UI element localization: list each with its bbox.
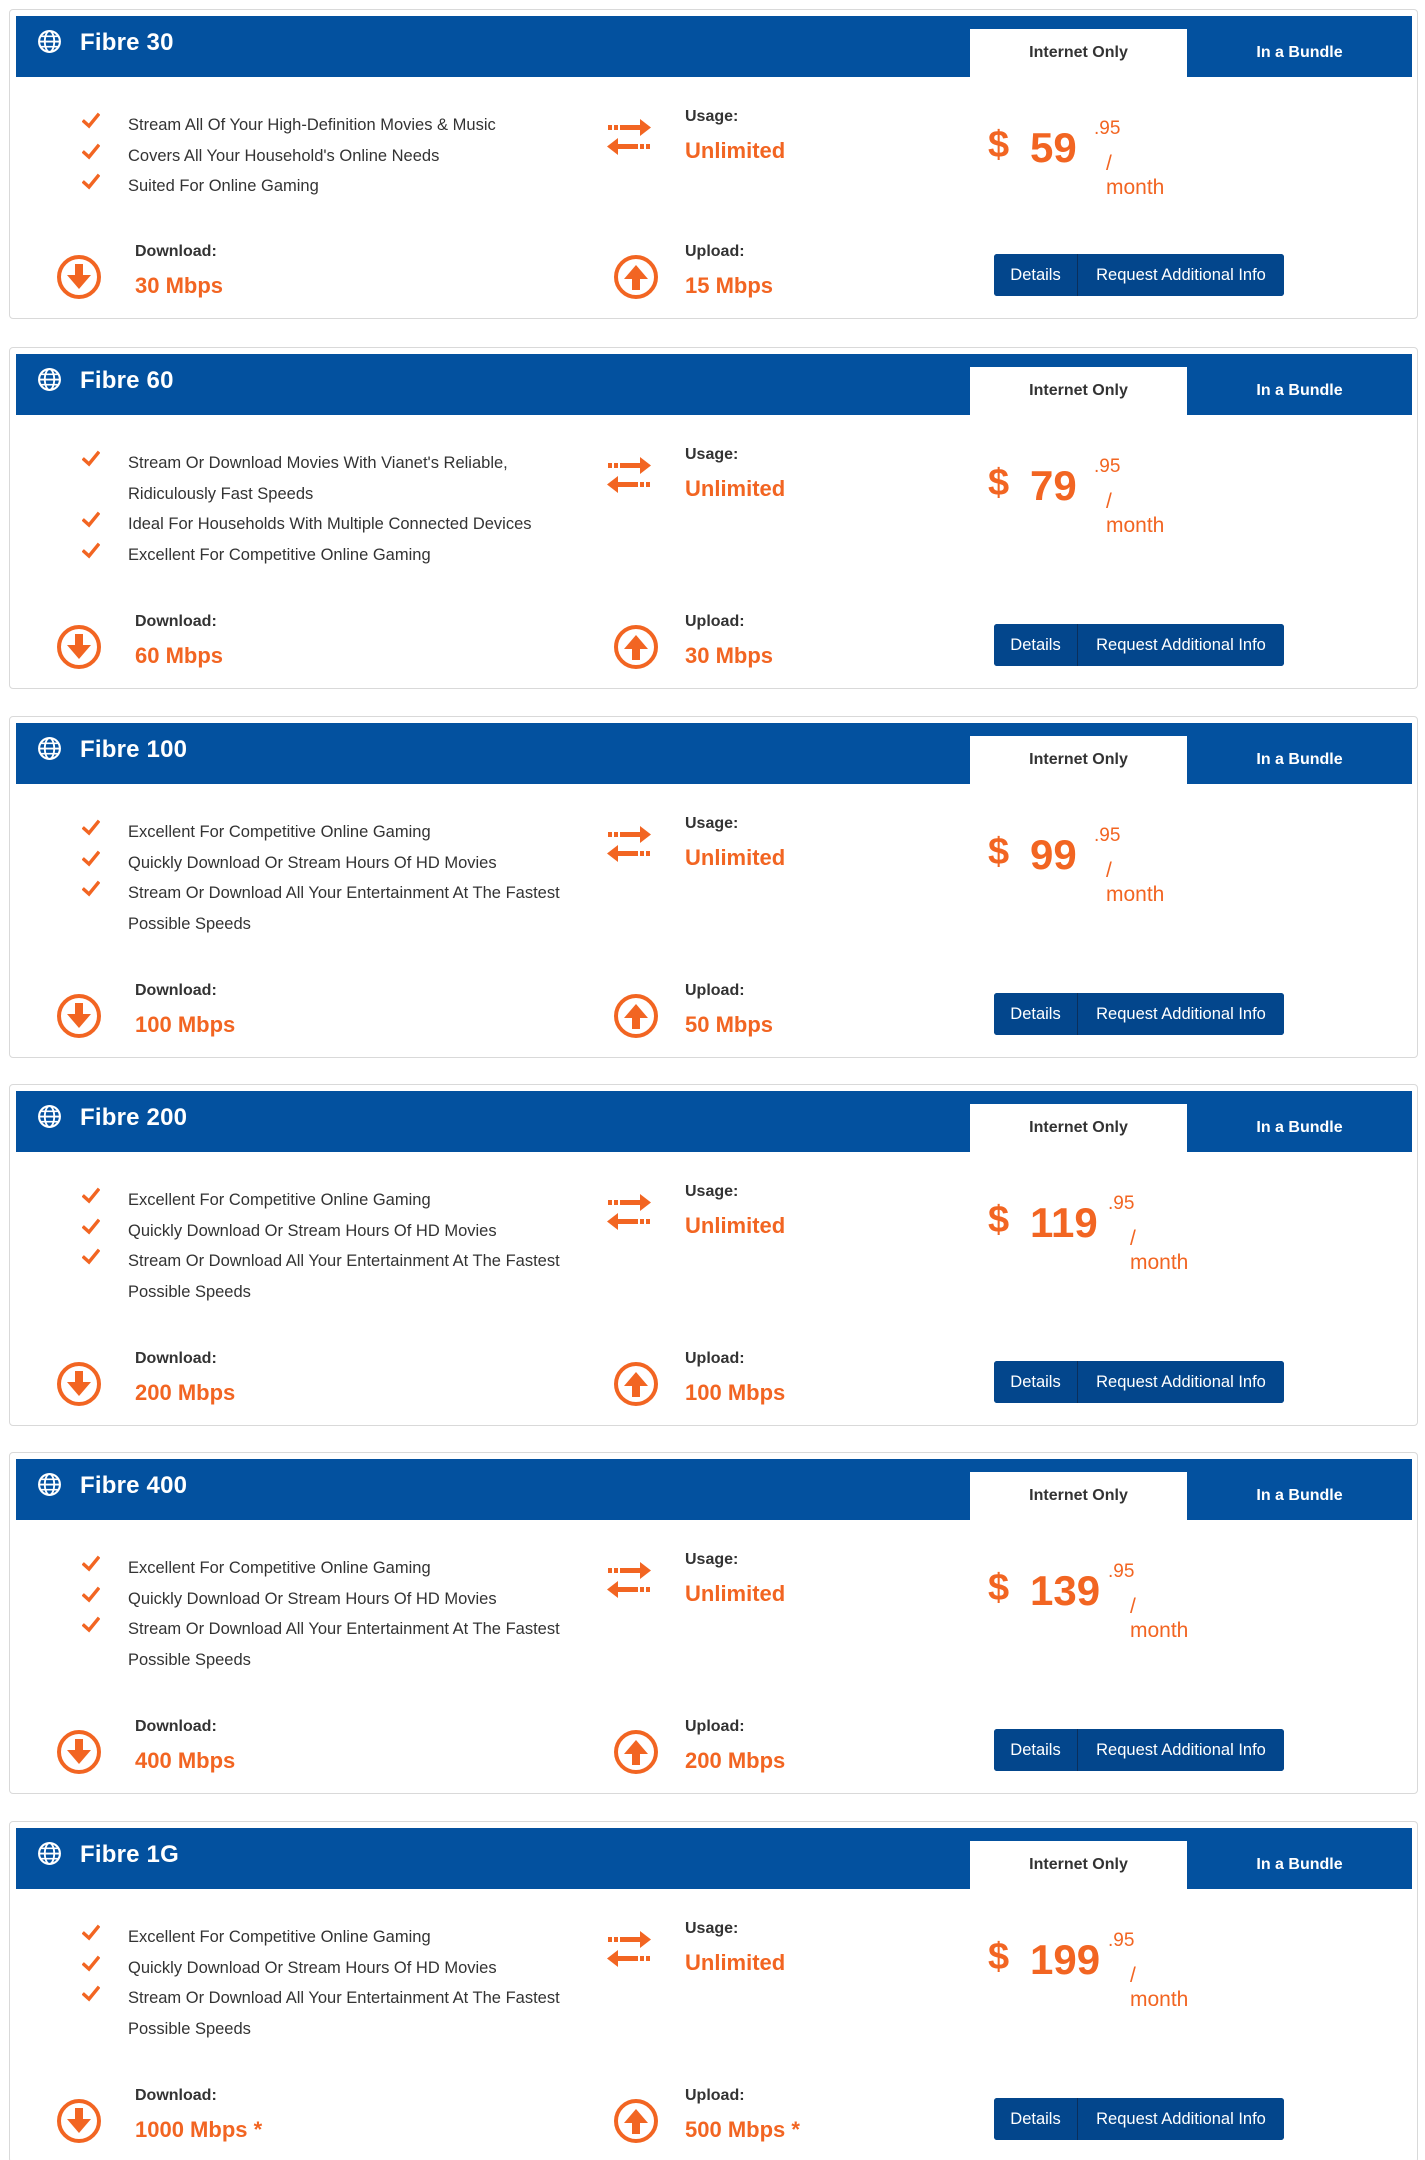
plan-name: Fibre 200 <box>80 1104 188 1131</box>
request-info-button[interactable]: Request Additional Info <box>1078 2098 1284 2140</box>
feature-text: Quickly Download Or Stream Hours Of HD Movies <box>128 1958 497 1977</box>
download-arrow-circle-icon <box>56 254 102 300</box>
upload-arrow-circle-icon <box>613 2098 659 2144</box>
download-label: Download: <box>135 1350 217 1367</box>
price-cents: .95 <box>1108 1930 1135 1951</box>
price-currency: $ <box>988 831 1010 873</box>
usage-label: Usage: <box>685 446 739 463</box>
feature-text: Quickly Download Or Stream Hours Of HD Movies <box>128 853 497 872</box>
globe-icon <box>37 1841 62 1866</box>
upload-value: 200 Mbps <box>685 1748 786 1773</box>
transfer-arrows-icon <box>604 825 654 865</box>
download-arrow-circle-icon <box>56 1729 102 1775</box>
details-button[interactable]: Details <box>994 993 1078 1035</box>
plan-card <box>9 1452 1418 1794</box>
upload-value: 15 Mbps <box>685 273 774 298</box>
plan-card <box>9 347 1418 689</box>
download-arrow-circle-icon <box>56 2098 102 2144</box>
plan-actions <box>994 254 1284 296</box>
feature-text: Stream Or Download All Your Entertainment At The Fastest Possible Speeds <box>128 1620 560 1669</box>
tab-in-a-bundle[interactable]: In a Bundle <box>1256 1856 1343 1873</box>
upload-label: Upload: <box>685 1718 745 1735</box>
price-cents: .95 <box>1094 456 1121 477</box>
plan-header <box>16 1459 1412 1520</box>
download-label: Download: <box>135 243 217 260</box>
plan-actions <box>994 624 1284 666</box>
usage-value: Unlimited <box>685 476 786 501</box>
plan-actions <box>994 993 1284 1035</box>
check-icon <box>82 850 100 868</box>
tab-internet-only[interactable]: Internet Only <box>970 29 1187 77</box>
download-arrow-circle-icon <box>56 624 102 670</box>
plan-header <box>16 1091 1412 1152</box>
feature-text: Quickly Download Or Stream Hours Of HD Movies <box>128 1221 497 1240</box>
feature-item <box>72 1216 592 1247</box>
plan-card <box>9 716 1418 1058</box>
feature-item <box>72 817 592 848</box>
globe-icon <box>37 736 62 761</box>
download-value: 60 Mbps <box>135 643 224 668</box>
tab-internet-only[interactable]: Internet Only <box>970 736 1187 784</box>
feature-item <box>72 1553 592 1584</box>
plan-actions <box>994 2098 1284 2140</box>
price-whole: 59 <box>1030 124 1077 171</box>
price-cents: .95 <box>1094 825 1121 846</box>
feature-text: Stream Or Download All Your Entertainment At The Fastest Possible Speeds <box>128 884 560 933</box>
plan-card <box>9 9 1418 319</box>
feature-list <box>72 1553 592 1675</box>
check-icon <box>82 1586 100 1604</box>
feature-list <box>72 1185 592 1307</box>
details-button[interactable]: Details <box>994 624 1078 666</box>
feature-item <box>72 848 592 879</box>
plan-name: Fibre 1G <box>80 1841 179 1868</box>
download-label: Download: <box>135 982 217 999</box>
check-icon <box>82 1924 100 1942</box>
download-value: 200 Mbps <box>135 1380 236 1405</box>
feature-text: Stream Or Download All Your Entertainment At The Fastest Possible Speeds <box>128 1252 560 1301</box>
upload-arrow-circle-icon <box>613 254 659 300</box>
feature-item <box>72 509 592 540</box>
usage-label: Usage: <box>685 1920 739 1937</box>
details-button[interactable]: Details <box>994 1729 1078 1771</box>
tab-internet-only[interactable]: Internet Only <box>970 1472 1187 1520</box>
upload-arrow-circle-icon <box>613 624 659 670</box>
feature-text: Ideal For Households With Multiple Connected Devices <box>128 515 532 533</box>
download-label: Download: <box>135 613 217 630</box>
upload-label: Upload: <box>685 1350 745 1367</box>
price-whole: 139 <box>1030 1567 1101 1614</box>
price-currency: $ <box>988 1567 1010 1609</box>
plan-actions <box>994 1361 1284 1403</box>
feature-text: Excellent For Competitive Online Gaming <box>128 823 431 841</box>
globe-icon <box>37 1472 62 1497</box>
tab-internet-only[interactable]: Internet Only <box>970 1841 1187 1889</box>
download-value: 1000 Mbps * <box>135 2117 263 2142</box>
request-info-button[interactable]: Request Additional Info <box>1078 1361 1284 1403</box>
check-icon <box>82 542 100 560</box>
plan-header <box>16 354 1412 415</box>
feature-item <box>72 110 592 141</box>
price-whole: 79 <box>1030 462 1077 509</box>
download-arrow-circle-icon <box>56 993 102 1039</box>
tab-internet-only[interactable]: Internet Only <box>970 1104 1187 1152</box>
plan-header <box>16 723 1412 784</box>
price-period: / month <box>1106 152 1165 199</box>
request-info-button[interactable]: Request Additional Info <box>1078 993 1284 1035</box>
upload-label: Upload: <box>685 982 745 999</box>
upload-arrow-circle-icon <box>613 1361 659 1407</box>
usage-label: Usage: <box>685 1183 739 1200</box>
feature-text: Stream Or Download Movies With Vianet's Reliable, Ridiculously Fast Speeds <box>128 454 508 503</box>
download-value: 30 Mbps <box>135 273 224 298</box>
price-whole: 199 <box>1030 1936 1101 1983</box>
plan-header <box>16 16 1412 77</box>
tab-in-a-bundle[interactable]: In a Bundle <box>1256 751 1343 768</box>
feature-item <box>72 141 592 172</box>
plan-actions <box>994 1729 1284 1771</box>
plan-card <box>9 1821 1418 2160</box>
plan-name: Fibre 60 <box>80 367 174 394</box>
upload-label: Upload: <box>685 613 745 630</box>
feature-text: Excellent For Competitive Online Gaming <box>128 1559 431 1577</box>
price-currency: $ <box>988 1936 1010 1978</box>
price-whole: 119 <box>1030 1199 1098 1246</box>
feature-item <box>72 1185 592 1216</box>
tab-internet-only[interactable]: Internet Only <box>970 367 1187 415</box>
feature-text: Excellent For Competitive Online Gaming <box>128 1928 431 1946</box>
feature-item <box>72 540 592 571</box>
transfer-arrows-icon <box>604 1930 654 1970</box>
feature-text: Stream Or Download All Your Entertainment At The Fastest Possible Speeds <box>128 1989 560 2038</box>
upload-value: 500 Mbps * <box>685 2117 800 2142</box>
feature-list <box>72 817 592 939</box>
price-whole: 99 <box>1030 831 1077 878</box>
check-icon <box>82 1218 100 1236</box>
price-period: / month <box>1106 490 1165 537</box>
check-icon <box>82 1955 100 1973</box>
price-cents: .95 <box>1094 118 1121 139</box>
plan-name: Fibre 400 <box>80 1472 188 1499</box>
download-value: 400 Mbps <box>135 1748 236 1773</box>
request-info-button[interactable]: Request Additional Info <box>1078 1729 1284 1771</box>
check-icon <box>82 1555 100 1573</box>
check-icon <box>82 143 100 161</box>
feature-item <box>72 1983 592 2044</box>
feature-item <box>72 448 592 509</box>
price-period: / month <box>1130 1227 1189 1274</box>
upload-arrow-circle-icon <box>613 993 659 1039</box>
price-currency: $ <box>988 462 1010 504</box>
feature-text: Stream All Of Your High-Definition Movies & Music <box>128 116 496 134</box>
price-period: / month <box>1130 1964 1189 2011</box>
plan-card <box>9 1084 1418 1426</box>
upload-label: Upload: <box>685 243 745 260</box>
globe-icon <box>37 29 62 54</box>
request-info-button[interactable]: Request Additional Info <box>1078 254 1284 296</box>
check-icon <box>82 450 100 468</box>
usage-value: Unlimited <box>685 1581 786 1606</box>
download-value: 100 Mbps <box>135 1012 236 1037</box>
transfer-arrows-icon <box>604 1561 654 1601</box>
check-icon <box>82 880 100 898</box>
feature-item <box>72 878 592 939</box>
transfer-arrows-icon <box>604 1193 654 1233</box>
feature-item <box>72 1922 592 1953</box>
upload-arrow-circle-icon <box>613 1729 659 1775</box>
usage-value: Unlimited <box>685 845 786 870</box>
feature-text: Excellent For Competitive Online Gaming <box>128 1191 431 1209</box>
feature-text: Covers All Your Household's Online Needs <box>128 146 440 165</box>
price-period: / month <box>1130 1595 1189 1642</box>
price-cents: .95 <box>1108 1561 1135 1582</box>
price-cents: .95 <box>1108 1193 1135 1214</box>
check-icon <box>82 1187 100 1205</box>
check-icon <box>82 819 100 837</box>
feature-list <box>72 448 592 570</box>
check-icon <box>82 1985 100 2003</box>
tab-in-a-bundle[interactable]: In a Bundle <box>1256 382 1343 399</box>
feature-item <box>72 1953 592 1984</box>
feature-item <box>72 1584 592 1615</box>
feature-list <box>72 110 592 202</box>
transfer-arrows-icon <box>604 118 654 158</box>
upload-value: 50 Mbps <box>685 1012 774 1037</box>
details-button[interactable]: Details <box>994 254 1078 296</box>
price-currency: $ <box>988 1199 1010 1241</box>
plan-name: Fibre 100 <box>80 736 188 763</box>
feature-text: Quickly Download Or Stream Hours Of HD Movies <box>128 1589 497 1608</box>
price-period: / month <box>1106 859 1165 906</box>
globe-icon <box>37 367 62 392</box>
transfer-arrows-icon <box>604 456 654 496</box>
tab-in-a-bundle[interactable]: In a Bundle <box>1256 1487 1343 1504</box>
check-icon <box>82 511 100 529</box>
usage-value: Unlimited <box>685 1213 786 1238</box>
check-icon <box>82 112 100 130</box>
feature-text: Suited For Online Gaming <box>128 177 319 195</box>
details-button[interactable]: Details <box>994 2098 1078 2140</box>
tab-in-a-bundle[interactable]: In a Bundle <box>1256 44 1343 61</box>
usage-value: Unlimited <box>685 138 786 163</box>
plan-header <box>16 1828 1412 1889</box>
plan-name: Fibre 30 <box>80 29 174 56</box>
feature-text: Excellent For Competitive Online Gaming <box>128 545 431 564</box>
usage-label: Usage: <box>685 108 739 125</box>
globe-icon <box>37 1104 62 1129</box>
upload-value: 100 Mbps <box>685 1380 786 1405</box>
usage-label: Usage: <box>685 1551 739 1568</box>
usage-value: Unlimited <box>685 1950 786 1975</box>
feature-list <box>72 1922 592 2044</box>
check-icon <box>82 1616 100 1634</box>
upload-value: 30 Mbps <box>685 643 774 668</box>
request-info-button[interactable]: Request Additional Info <box>1078 624 1284 666</box>
check-icon <box>82 173 100 191</box>
tab-in-a-bundle[interactable]: In a Bundle <box>1256 1119 1343 1136</box>
download-label: Download: <box>135 2087 217 2104</box>
feature-item <box>72 171 592 202</box>
usage-label: Usage: <box>685 815 739 832</box>
check-icon <box>82 1248 100 1266</box>
upload-label: Upload: <box>685 2087 745 2104</box>
details-button[interactable]: Details <box>994 1361 1078 1403</box>
price-currency: $ <box>988 124 1010 166</box>
download-arrow-circle-icon <box>56 1361 102 1407</box>
feature-item <box>72 1246 592 1307</box>
download-label: Download: <box>135 1718 217 1735</box>
feature-item <box>72 1614 592 1675</box>
